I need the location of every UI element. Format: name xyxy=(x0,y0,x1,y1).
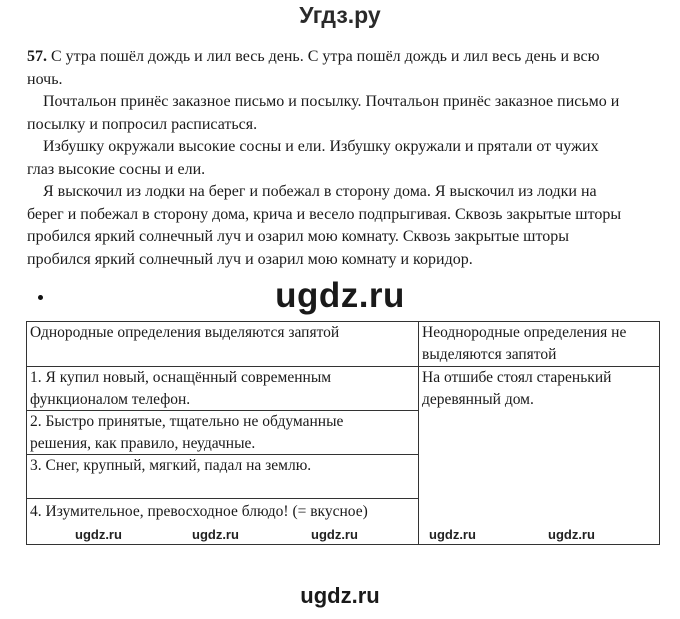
footer-watermark: ugdz.ru xyxy=(192,527,239,542)
exercise-line: глаз высокие сосны и ели. xyxy=(27,160,206,178)
exercise-line: Я выскочил из лодки на берег и побежал в сторону дома. Я выскочил из лодки на xyxy=(43,183,597,200)
exercise-line: ночь. xyxy=(27,70,63,88)
site-header: Угдз.ру xyxy=(299,2,381,28)
footer-watermark: ugdz.ru xyxy=(429,527,476,542)
exercise-text xyxy=(27,46,667,271)
cell-text: На отшибе стоял старенький xyxy=(422,369,612,386)
exercise-number: 57. xyxy=(27,48,47,65)
table-cell xyxy=(27,367,419,411)
col-homogeneous-header xyxy=(27,322,419,367)
table-cell-right xyxy=(419,367,660,545)
cell-text: 2. Быстро принятые, тщательно не обдуманные xyxy=(30,413,344,430)
cell-text: деревянный дом. xyxy=(422,390,534,408)
table-cell xyxy=(27,411,419,455)
table-header-row xyxy=(27,322,660,367)
exercise-line: посылку и попросил расписаться. xyxy=(27,115,258,133)
header-text: Неоднородные определения не xyxy=(422,324,627,341)
header-text: Однородные определения выделяются запятой xyxy=(30,324,340,341)
exercise-line: пробился яркий солнечный луч и озарил мою комнату и коридор. xyxy=(27,250,473,268)
exercise-line: пробился яркий солнечный луч и озарил мою комнату. Сквозь закрытые шторы xyxy=(27,228,570,245)
definitions-table xyxy=(26,321,660,545)
exercise-line: Почтальон принёс заказное письмо и посылку. Почтальон принёс заказное письмо и xyxy=(43,93,620,110)
table-row xyxy=(27,367,660,411)
footer-watermark: ugdz.ru xyxy=(75,527,122,542)
exercise-line: берег и побежал в сторону дома, крича и весело подпрыгивая. Сквозь закрытые шторы xyxy=(27,205,622,223)
exercise-line: Избушку окружали высокие сосны и ели. Избушку окружали и прятали от чужих xyxy=(43,138,599,155)
cell-text: 1. Я купил новый, оснащённый современным xyxy=(30,369,332,386)
footer-watermark: ugdz.ru xyxy=(548,527,595,542)
header-text: выделяются запятой xyxy=(422,345,557,363)
table-cell: 3. Снег, крупный, мягкий, падал на землю. xyxy=(27,455,419,499)
cell-text: функционалом телефон. xyxy=(30,390,191,408)
footer-watermark: ugdz.ru xyxy=(311,527,358,542)
bullet-dot xyxy=(38,295,43,300)
watermark: ugdz.ru xyxy=(275,276,405,315)
exercise-line xyxy=(27,46,667,69)
bottom-watermark: ugdz.ru xyxy=(300,583,380,608)
col-heterogeneous-header xyxy=(419,322,660,367)
table-cell: 4. Изумительное, превосходное блюдо! (= вкусное) xyxy=(27,499,419,545)
exercise-line-text: С утра пошёл дождь и лил весь день. С утра пошёл дождь и лил весь день и всю xyxy=(47,48,600,65)
cell-text: решения, как правило, неудачные. xyxy=(30,434,256,452)
